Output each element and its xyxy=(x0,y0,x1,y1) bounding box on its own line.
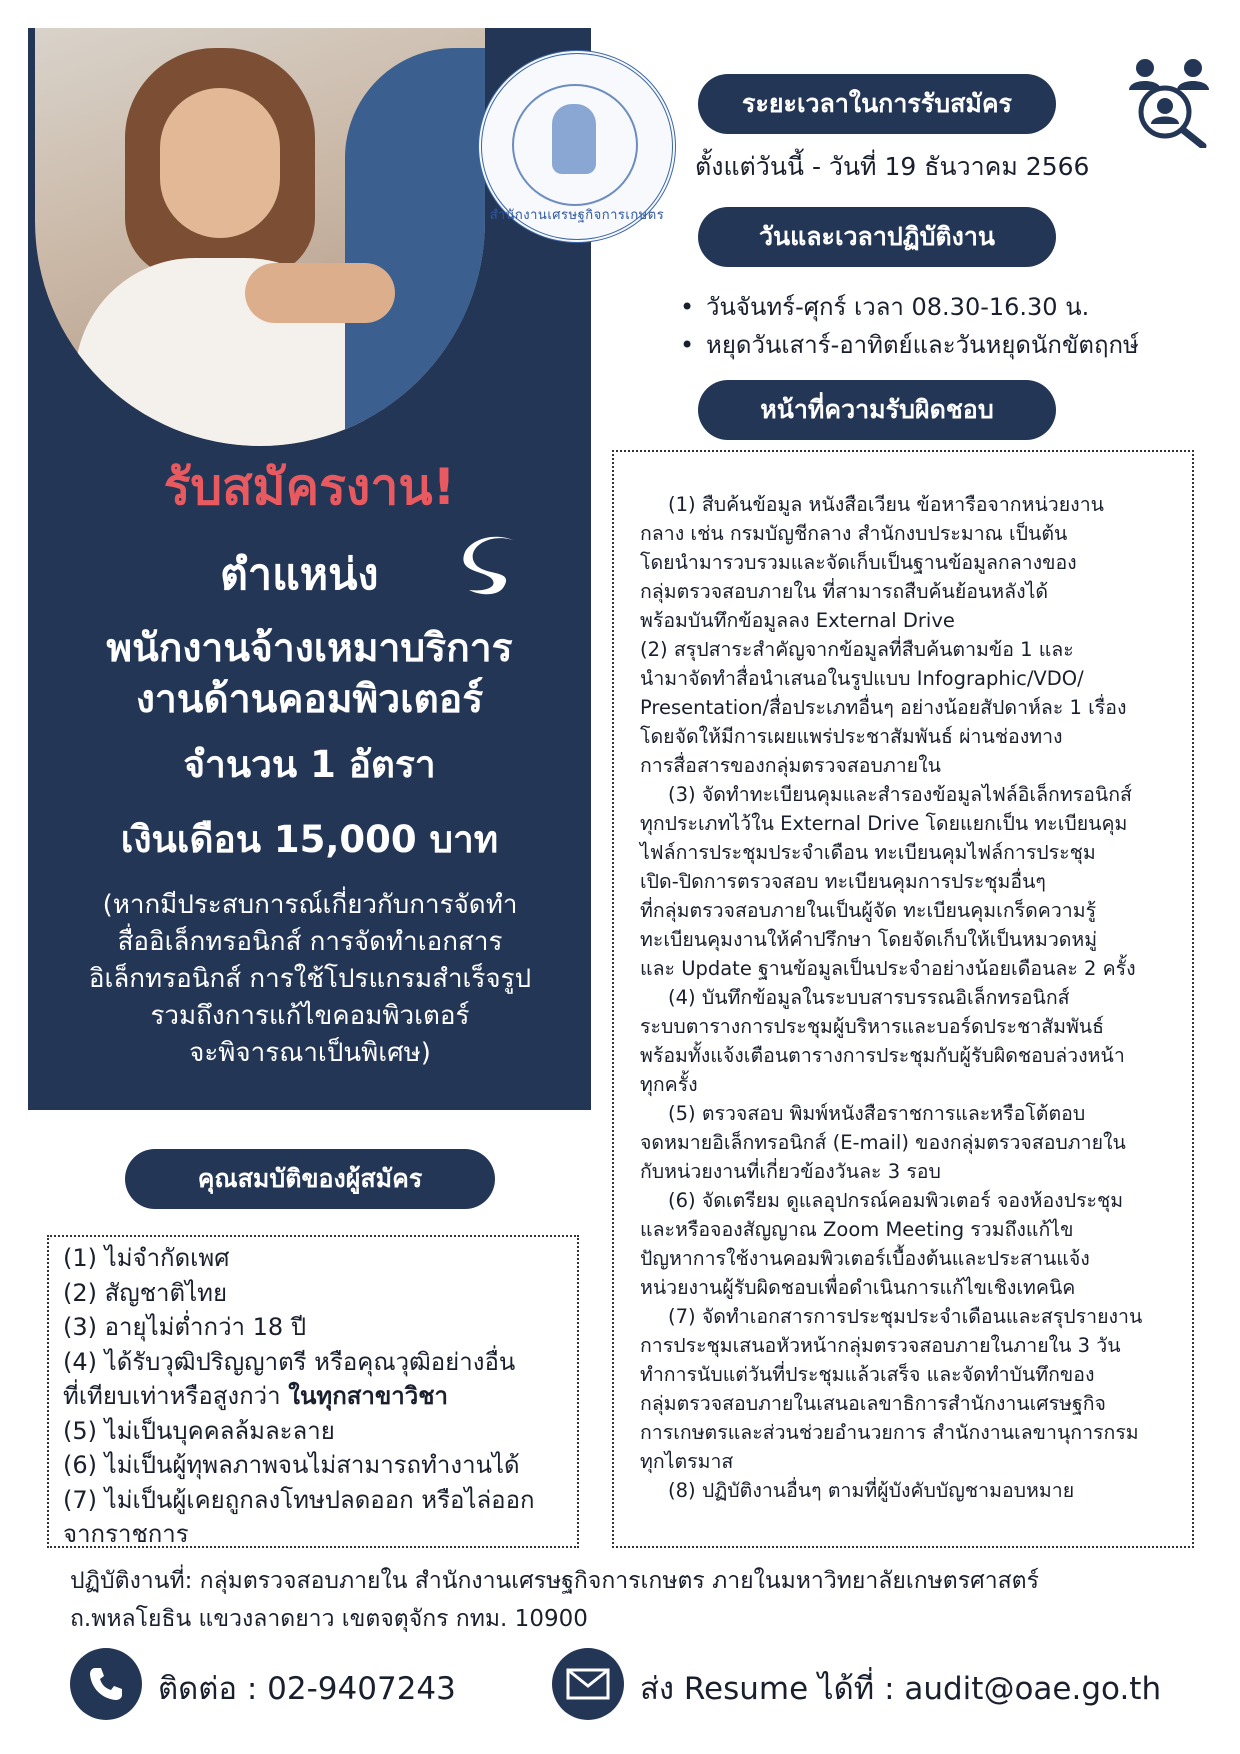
duty-line: นำมาจัดทำสื่อนำเสนอในรูปแบบ Infographic/VDO/ xyxy=(640,667,1084,690)
agency-seal xyxy=(478,50,676,243)
position-count: จำนวน 1 อัตรา xyxy=(183,743,436,786)
seal-text: สำนักงานเศรษฐกิจการเกษตร xyxy=(489,208,665,223)
email-contact: ส่ง Resume ได้ที่ : audit@oae.go.th xyxy=(640,1671,1162,1707)
qualification-line-part: ที่เทียบเท่าหรือสูงกว่า xyxy=(63,1382,281,1410)
phone-contact: ติดต่อ : 02-9407243 xyxy=(158,1671,456,1707)
duty-line: โดยนำมารวบรวมและจัดเก็บเป็นฐานข้อมูลกลางของ xyxy=(640,551,1077,574)
qualification-emphasis: ในทุกสาขาวิชา xyxy=(288,1382,448,1410)
qualification-line: (7) ไม่เป็นผู้เคยถูกลงโทษปลดออก หรือไล่ออก xyxy=(63,1485,535,1514)
seal-deity-figure xyxy=(552,104,596,174)
note-line: (หากมีประสบการณ์เกี่ยวกับการจัดทำ xyxy=(102,890,518,920)
duty-line: (8) ปฏิบัติงานอื่นๆ ตามที่ผู้บังคับบัญชามอบหมาย xyxy=(668,1479,1075,1502)
duty-line: และหรือจองสัญญาณ Zoom Meeting รวมถึงแก้ไข xyxy=(640,1218,1074,1241)
duty-line: จดหมายอิเล็กทรอนิกส์ (E-mail) ของกลุ่มตรวจสอบภายใน xyxy=(640,1131,1126,1154)
duty-line: ไฟล์การประชุมประจำเดือน ทะเบียนคุมไฟล์การประชุม xyxy=(640,841,1096,864)
duty-line: (7) จัดทำเอกสารการประชุมประจำเดือนและสรุปรายงาน xyxy=(668,1305,1143,1328)
duty-line: โดยจัดให้มีการเผยแพร่ประชาสัมพันธ์ ผ่านช่องทาง xyxy=(640,725,1063,748)
job-title-line2: งานด้านคอมพิวเตอร์ xyxy=(135,677,484,722)
duty-line: กับหน่วยงานที่เกี่ยวข้องวันละ 3 รอบ xyxy=(640,1160,941,1183)
duty-line: ทำการนับแต่วันที่ประชุมแล้วเสร็จ และจัดทำบันทึกของ xyxy=(640,1363,1095,1386)
photo-handshake xyxy=(245,263,395,323)
salary: เงินเดือน 15,000 บาท xyxy=(120,818,499,861)
duty-line: ปัญหาการใช้งานคอมพิวเตอร์เบื้องต้นและประสานแจ้ง xyxy=(640,1247,1090,1270)
swoosh-logo-icon xyxy=(455,530,525,600)
qualification-line: (5) ไม่เป็นบุคคลล้มละลาย xyxy=(63,1416,335,1445)
list-item: • วันจันทร์-ศุกร์ เวลา 08.30-16.30 น. xyxy=(680,288,1139,326)
working-hours-list xyxy=(680,288,1139,364)
qualification-line: (4) ได้รับวุฒิปริญญาตรี หรือคุณวุฒิอย่างอื่น xyxy=(63,1347,516,1376)
position-label: ตำแหน่ง xyxy=(220,550,379,600)
duty-line: เปิด-ปิดการตรวจสอบ ทะเบียนคุมการประชุมอื่นๆ xyxy=(640,870,1046,893)
duty-line: หน่วยงานผู้รับผิดชอบเพื่อดำเนินการแก้ไขเชิงเทคนิค xyxy=(640,1276,1076,1299)
duty-line: (2) สรุปสาระสำคัญจากข้อมูลที่สืบค้นตามข้อ 1 และ xyxy=(640,638,1074,661)
experience-note xyxy=(40,887,580,1072)
qualifications-box xyxy=(47,1235,579,1548)
phone-icon xyxy=(70,1648,142,1720)
qualification-line: (1) ไม่จำกัดเพศ xyxy=(63,1244,230,1272)
duty-line: ทุกครั้ง xyxy=(640,1073,698,1096)
duty-line: พร้อมทั้งแจ้งเตือนตารางการประชุมกับผู้รับผิดชอบล่วงหน้า xyxy=(640,1044,1125,1067)
application-period-text: ตั้งแต่วันนี้ - วันที่ 19 ธันวาคม 2566 xyxy=(695,152,1090,181)
qualification-line: (6) ไม่เป็นผู้ทุพลภาพจนไม่สามารถทำงานได้ xyxy=(63,1451,520,1479)
duties-box xyxy=(612,450,1194,1548)
note-line: จะพิจารณาเป็นพิเศษ) xyxy=(189,1038,431,1068)
photo-woman-face xyxy=(160,88,280,238)
duty-line: กลุ่มตรวจสอบภายในเสนอเลขาธิการสำนักงานเศรษฐกิจ xyxy=(640,1392,1106,1415)
duty-line: (1) สืบค้นข้อมูล หนังสือเวียน ข้อหารือจากหน่วยงาน xyxy=(668,493,1104,516)
duty-line: ทุกประเภทไว้ใน External Drive โดยแยกเป็น ทะเบียนคุม xyxy=(640,812,1128,835)
duty-line: (5) ตรวจสอบ พิมพ์หนังสือราชการและหรือโต้ตอบ xyxy=(668,1102,1086,1125)
hiring-headline: รับสมัครงาน! xyxy=(163,458,456,516)
application-period-heading: ระยะเวลาในการรับสมัคร xyxy=(698,74,1056,134)
duty-line: ที่กลุ่มตรวจสอบภายในเป็นผู้จัด ทะเบียนคุมเกร็ดความรู้ xyxy=(640,899,1097,922)
duty-line: และ Update ฐานข้อมูลเป็นประจำอย่างน้อยเดือนละ 2 ครั้ง xyxy=(640,957,1136,980)
duty-line: กลาง เช่น กรมบัญชีกลาง สำนักงบประมาณ เป็นต้น xyxy=(640,522,1068,545)
duty-line: (3) จัดทำทะเบียนคุมและสำรองข้อมูลไฟล์อิเล็กทรอนิกส์ xyxy=(668,783,1132,806)
duty-line: (4) บันทึกข้อมูลในระบบสารบรรณอิเล็กทรอนิกส์ xyxy=(668,986,1070,1009)
duty-line: Presentation/สื่อประเภทอื่นๆ อย่างน้อยสัปดาห์ละ 1 เรื่อง xyxy=(640,696,1127,719)
qualification-line: (3) อายุไม่ต่ำกว่า 18 ปี xyxy=(63,1313,307,1341)
duty-line: การสื่อสารของกลุ่มตรวจสอบภายใน xyxy=(640,754,941,777)
note-line: สื่ออิเล็กทรอนิกส์ การจัดทำเอกสาร xyxy=(117,927,503,957)
workplace-line2: ถ.พหลโยธิน แขวงลาดยาว เขตจตุจักร กทม. 10900 xyxy=(70,1606,588,1632)
duty-line: ทุกไตรมาส xyxy=(640,1450,734,1473)
list-item: • หยุดวันเสาร์-อาทิตย์และวันหยุดนักขัตฤกษ์ xyxy=(680,326,1139,364)
duty-line: การเกษตรและส่วนช่วยอำนวยการ สำนักงานเลขานุการกรม xyxy=(640,1421,1139,1444)
photo-man-back xyxy=(345,48,485,446)
duty-line: กลุ่มตรวจสอบภายใน ที่สามารถสืบค้นย้อนหลังได้ xyxy=(640,580,1049,603)
note-line: อิเล็กทรอนิกส์ การใช้โปรแกรมสำเร็จรูป xyxy=(88,964,532,994)
duty-line: พร้อมบันทึกข้อมูลลง External Drive xyxy=(640,609,955,632)
working-hours-heading: วันและเวลาปฏิบัติงาน xyxy=(698,207,1056,267)
qualification-line: (2) สัญชาติไทย xyxy=(63,1278,228,1307)
workplace-line1: ปฏิบัติงานที่: กลุ่มตรวจสอบภายใน สำนักงานเศรษฐกิจการเกษตร ภายในมหาวิทยาลัยเกษตรศาสตร์ xyxy=(70,1568,1039,1594)
qualification-line xyxy=(63,1379,565,1414)
people-search-icon xyxy=(1123,56,1215,148)
duties-heading: หน้าที่ความรับผิดชอบ xyxy=(698,380,1056,440)
duty-line: ระบบตารางการประชุมผู้บริหารและบอร์ดประชาสัมพันธ์ xyxy=(640,1015,1105,1038)
email-icon xyxy=(552,1648,624,1720)
job-title-line1: พนักงานจ้างเหมาบริการ xyxy=(106,626,513,671)
qualification-line: จากราชการ xyxy=(63,1520,189,1548)
qualifications-heading: คุณสมบัติของผู้สมัคร xyxy=(125,1149,495,1209)
duty-line: การประชุมเสนอหัวหน้ากลุ่มตรวจสอบภายในภายใน 3 วัน xyxy=(640,1334,1121,1357)
handshake-photo xyxy=(35,28,485,446)
note-line: รวมถึงการแก้ไขคอมพิวเตอร์ xyxy=(150,1001,470,1031)
duty-line: ทะเบียนคุมงานให้คำปรึกษา โดยจัดเก็บให้เป็นหมวดหมู่ xyxy=(640,928,1098,951)
duty-line: (6) จัดเตรียม ดูแลอุปกรณ์คอมพิวเตอร์ จองห้องประชุม xyxy=(668,1189,1124,1212)
